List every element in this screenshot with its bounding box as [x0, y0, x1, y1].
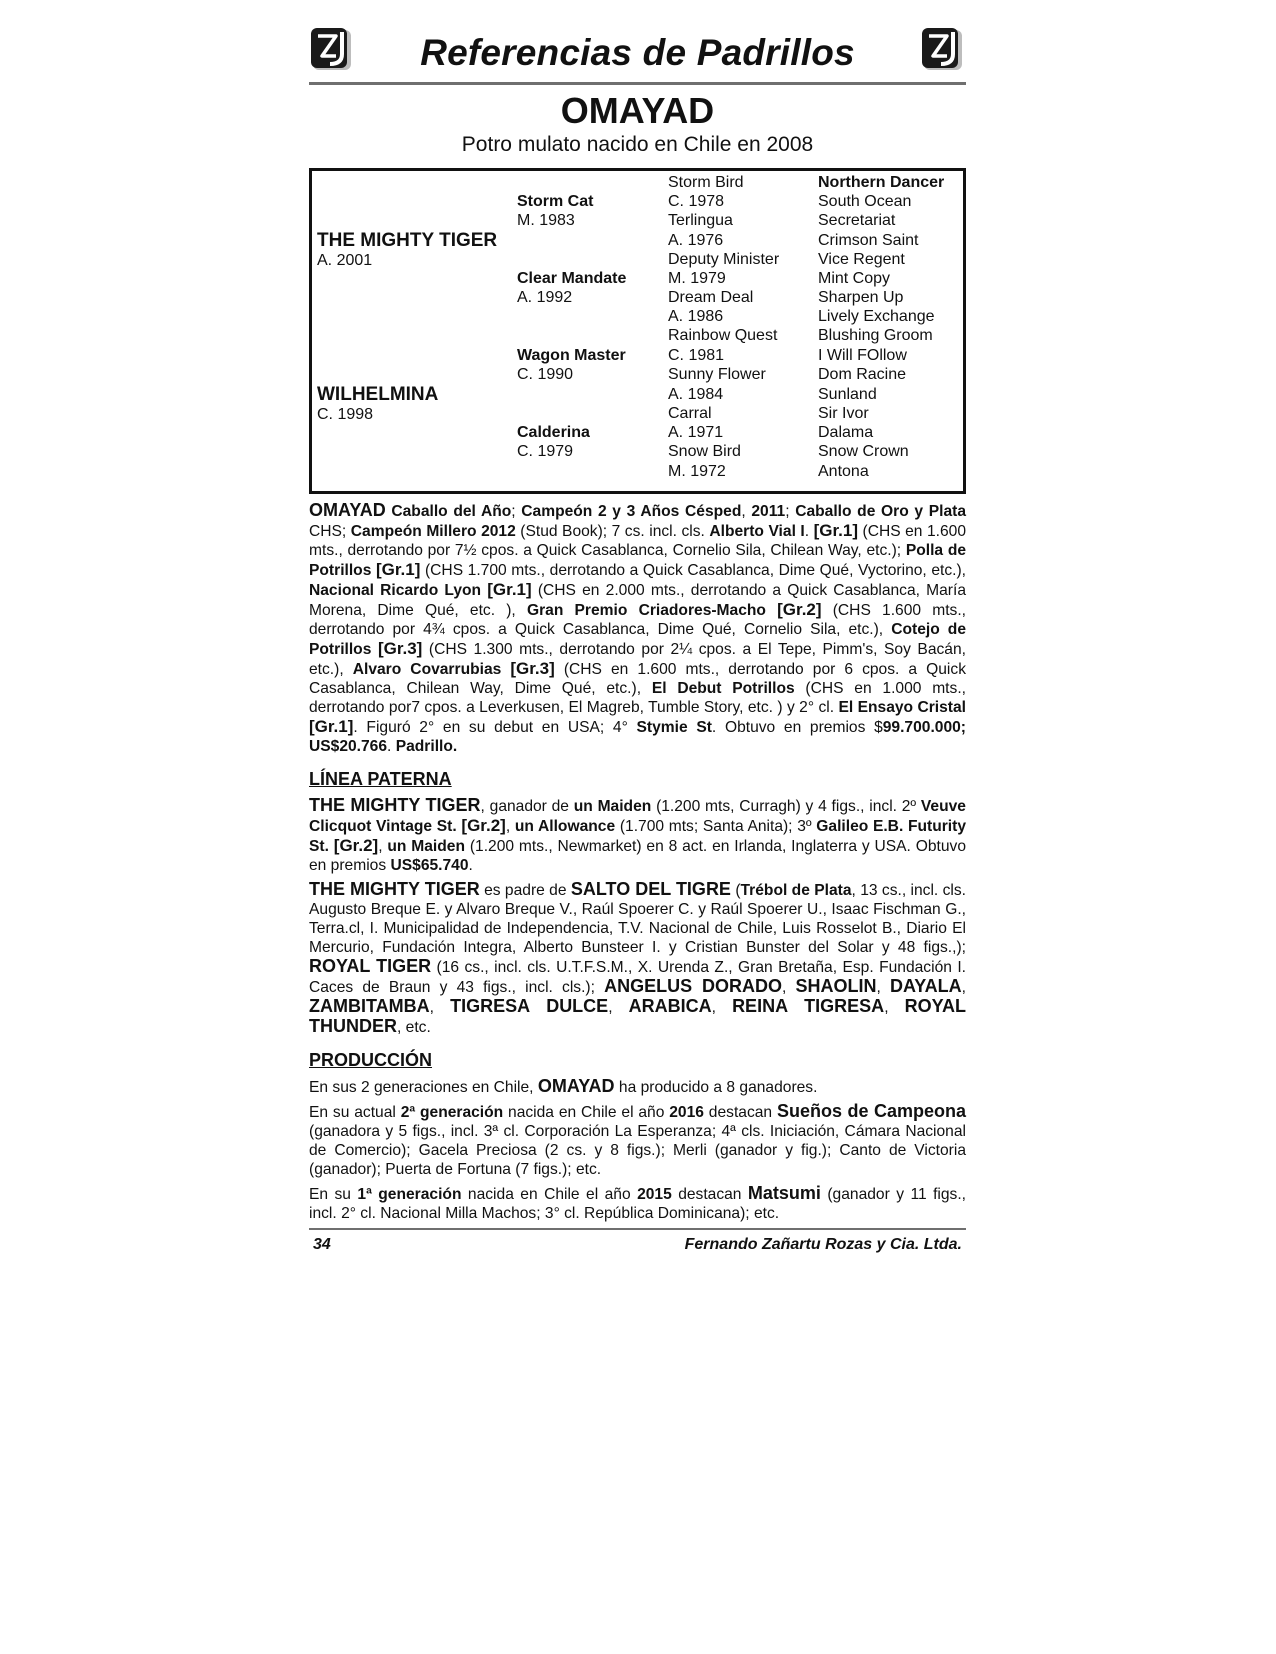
- pedigree-g3-name: Carral: [668, 405, 712, 422]
- pedigree-g4-name: Secretariat: [818, 212, 896, 229]
- pedigree-g3-name: Storm Bird: [668, 174, 744, 191]
- pedigree-g3-info: C. 1978: [668, 193, 725, 210]
- produccion-paragraph: En sus 2 generaciones en Chile, OMAYAD ha producido a 8 ganadores.: [309, 1076, 818, 1096]
- pedigree-g3-info: A. 1986: [668, 308, 724, 325]
- page-footer: [309, 1228, 966, 1258]
- pedigree-g4-name: Sharpen Up: [818, 289, 904, 306]
- body-text: [309, 501, 966, 1223]
- pedigree-table: [309, 168, 966, 494]
- pedigree-g4-name: South Ocean: [818, 193, 912, 210]
- pedigree-g4-name: Mint Copy: [818, 270, 891, 287]
- section-title-linea-paterna: LÍNEA PATERNA: [309, 769, 452, 789]
- produccion-paragraph: En su 1ª generación nacida en Chile el año 2015 destacan Matsumi (ganador y 11 figs., incl. 2° cl. Nacional Milla Machos; 3° cl. República Dominicana); etc.: [309, 1183, 966, 1222]
- page-number: 34: [313, 1236, 331, 1253]
- pedigree-dam-info: C. 1998: [317, 406, 374, 423]
- pedigree-g3-info: A. 1971: [668, 424, 724, 441]
- pedigree-g3-info: C. 1981: [668, 347, 725, 364]
- pedigree-g4-name: Crimson Saint: [818, 232, 919, 249]
- pedigree-dam-dam-name: Calderina: [517, 424, 590, 441]
- pedigree-g4-name: Snow Crown: [818, 443, 909, 460]
- campaign-paragraph: OMAYAD Caballo del Año; Campeón 2 y 3 Años Césped, 2011; Caballo de Oro y Plata CHS; Campeón Millero 2012 (Stud Book); 7 cs. incl. cls. Alberto Vial I. [Gr.1] (CHS en 1.600 mts., derrotando por 7½ cpos. a Quick Casablanca, Cornelio Sila, Chilean Way, etc.); Polla de Potrillos [Gr.1] (CHS 1.700 mts., derrotando a Quick Casablanca, Dime Qué, Vyctorino, etc.), Nacional Ricardo Lyon [Gr.1] (CHS en 2.000 mts., derrotando a Quick Casablanca, María Morena, Dime Qué, etc. ), Gran Premio Criadores-Macho [Gr.2] (CHS 1.600 mts., derrotando por 4¾ cpos. a Quick Casablanca, Dime Qué, Cornelio Sila, etc.), Cotejo de Potrillos [Gr.3] (CHS 1.300 mts., derrotando por 2¼ cpos. a El Tepe, Pimm's, Soy Bacán, etc.), Alvaro Covarrubias [Gr.3] (CHS en 1.600 mts., derrotando por 6 cpos. a Quick Casablanca, Chilean Way, Dime Qué, etc.), El Debut Potrillos (CHS en 1.000 mts., derrotando por7 cpos. a Leverkusen, El Magreb, Tumble Story, etc. ) y 2° cl. El Ensayo Cristal [Gr.1]. Figuró 2° en su debut en USA; 4° Stymie St. Obtuvo en premios $99.700.000; US$20.766. Padrillo.: [309, 500, 967, 755]
- linea-paterna-paragraph: THE MIGHTY TIGER, ganador de un Maiden (1.200 mts, Curragh) y 4 figs., incl. 2º Veuve Clicquot Vintage St. [Gr.2], un Allowance (1.700 mts; Santa Anita); 3º Galileo E.B. Futurity St. [Gr.2], un Maiden (1.200 mts., Newmarket) en 8 act. en Irlanda, Inglaterra y USA. Obtuvo en premios US$65.740.: [309, 795, 967, 874]
- pedigree-g4-name: I Will FOllow: [818, 347, 907, 364]
- pedigree-sire-sire-name: Storm Cat: [517, 193, 594, 210]
- pedigree-dam-name: WILHELMINA: [317, 384, 439, 405]
- horse-description: Potro mulato nacido en Chile en 2008: [461, 133, 814, 156]
- page: [309, 18, 966, 1228]
- linea-paterna-paragraph: THE MIGHTY TIGER es padre de SALTO DEL TIGRE (Trébol de Plata, 13 cs., incl. cls. Augusto Breque E. y Alvaro Breque V., Raúl Spoerer C. y Raúl Spoerer U., Isaac Fischman G., Terra.cl, I. Municipalidad de Independencia, T.V. Nacional de Chile, Luis Rosselot B., Diario El Mercurio, Fundación Integra, Alberto Bunsteer I. y Cristian Bunster del Solar y 48 figs.,); ROYAL TIGER (16 cs., incl. cls. U.T.F.S.M., X. Urenda Z., Gran Bretaña, Esp. Fundación I. Caces de Braun y 43 figs., incl. cls.); ANGELUS DORADO, SHAOLIN, DAYALA, ZAMBITAMBA, TIGRESA DULCE, ARABICA, REINA TIGRESA, ROYAL THUNDER, etc.: [309, 879, 966, 1036]
- pedigree-sire-dam-info: A. 1992: [517, 289, 573, 306]
- pedigree-sire-info: A. 2001: [317, 252, 373, 269]
- pedigree-dam-dam-info: C. 1979: [517, 443, 574, 460]
- page-title: Referencias de Padrillos: [420, 32, 855, 73]
- pedigree-dam-sire-info: C. 1990: [517, 366, 574, 383]
- pedigree-g3-info: A. 1984: [668, 386, 724, 403]
- pedigree-sire-sire-info: M. 1983: [517, 212, 575, 229]
- pedigree-g3-info: M. 1979: [668, 270, 726, 287]
- produccion-paragraph: En su actual 2ª generación nacida en Chile el año 2016 destacan Sueños de Campeona (ganadora y 5 figs., incl. 3ª cl. Corporación La Esperanza; 4ª cls. Iniciación, Cámara Nacional de Comercio); Gacela Preciosa (2 cs. y 8 figs.); Merli (ganador y fig.); Canto de Victoria (ganador); Puerta de Fortuna (7 figs.); etc.: [309, 1101, 967, 1178]
- pedigree-g4-name: Blushing Groom: [818, 327, 933, 344]
- horse-name: OMAYAD: [560, 90, 715, 131]
- pedigree-dam-sire-name: Wagon Master: [517, 347, 626, 364]
- pedigree-g4-name: Northern Dancer: [818, 174, 945, 191]
- company-name: Fernando Zañartu Rozas y Cia. Ltda.: [684, 1236, 962, 1253]
- zr-logo-icon: [920, 24, 966, 74]
- pedigree-g4-name: Antona: [818, 463, 869, 480]
- section-title-produccion: PRODUCCIÓN: [309, 1050, 433, 1070]
- pedigree-sire-dam-name: Clear Mandate: [517, 270, 627, 287]
- pedigree-g4-name: Sir Ivor: [818, 405, 869, 422]
- pedigree-g4-name: Vice Regent: [818, 251, 905, 268]
- pedigree-sire-name: THE MIGHTY TIGER: [317, 230, 498, 251]
- pedigree-g3-name: Terlingua: [668, 212, 733, 229]
- pedigree-g3-info: M. 1972: [668, 463, 726, 480]
- pedigree-g4-name: Dalama: [818, 424, 874, 441]
- pedigree-g4-name: Dom Racine: [818, 366, 907, 383]
- pedigree-g4-name: Sunland: [818, 386, 877, 403]
- pedigree-g3-name: Snow Bird: [668, 443, 741, 460]
- pedigree-g3-name: Deputy Minister: [668, 251, 780, 268]
- page-header: [309, 18, 966, 85]
- pedigree-g3-name: Dream Deal: [668, 289, 754, 306]
- pedigree-g3-info: A. 1976: [668, 232, 724, 249]
- pedigree-g3-name: Rainbow Quest: [668, 327, 778, 344]
- pedigree-g4-name: Lively Exchange: [818, 308, 935, 325]
- pedigree-g3-name: Sunny Flower: [668, 366, 766, 383]
